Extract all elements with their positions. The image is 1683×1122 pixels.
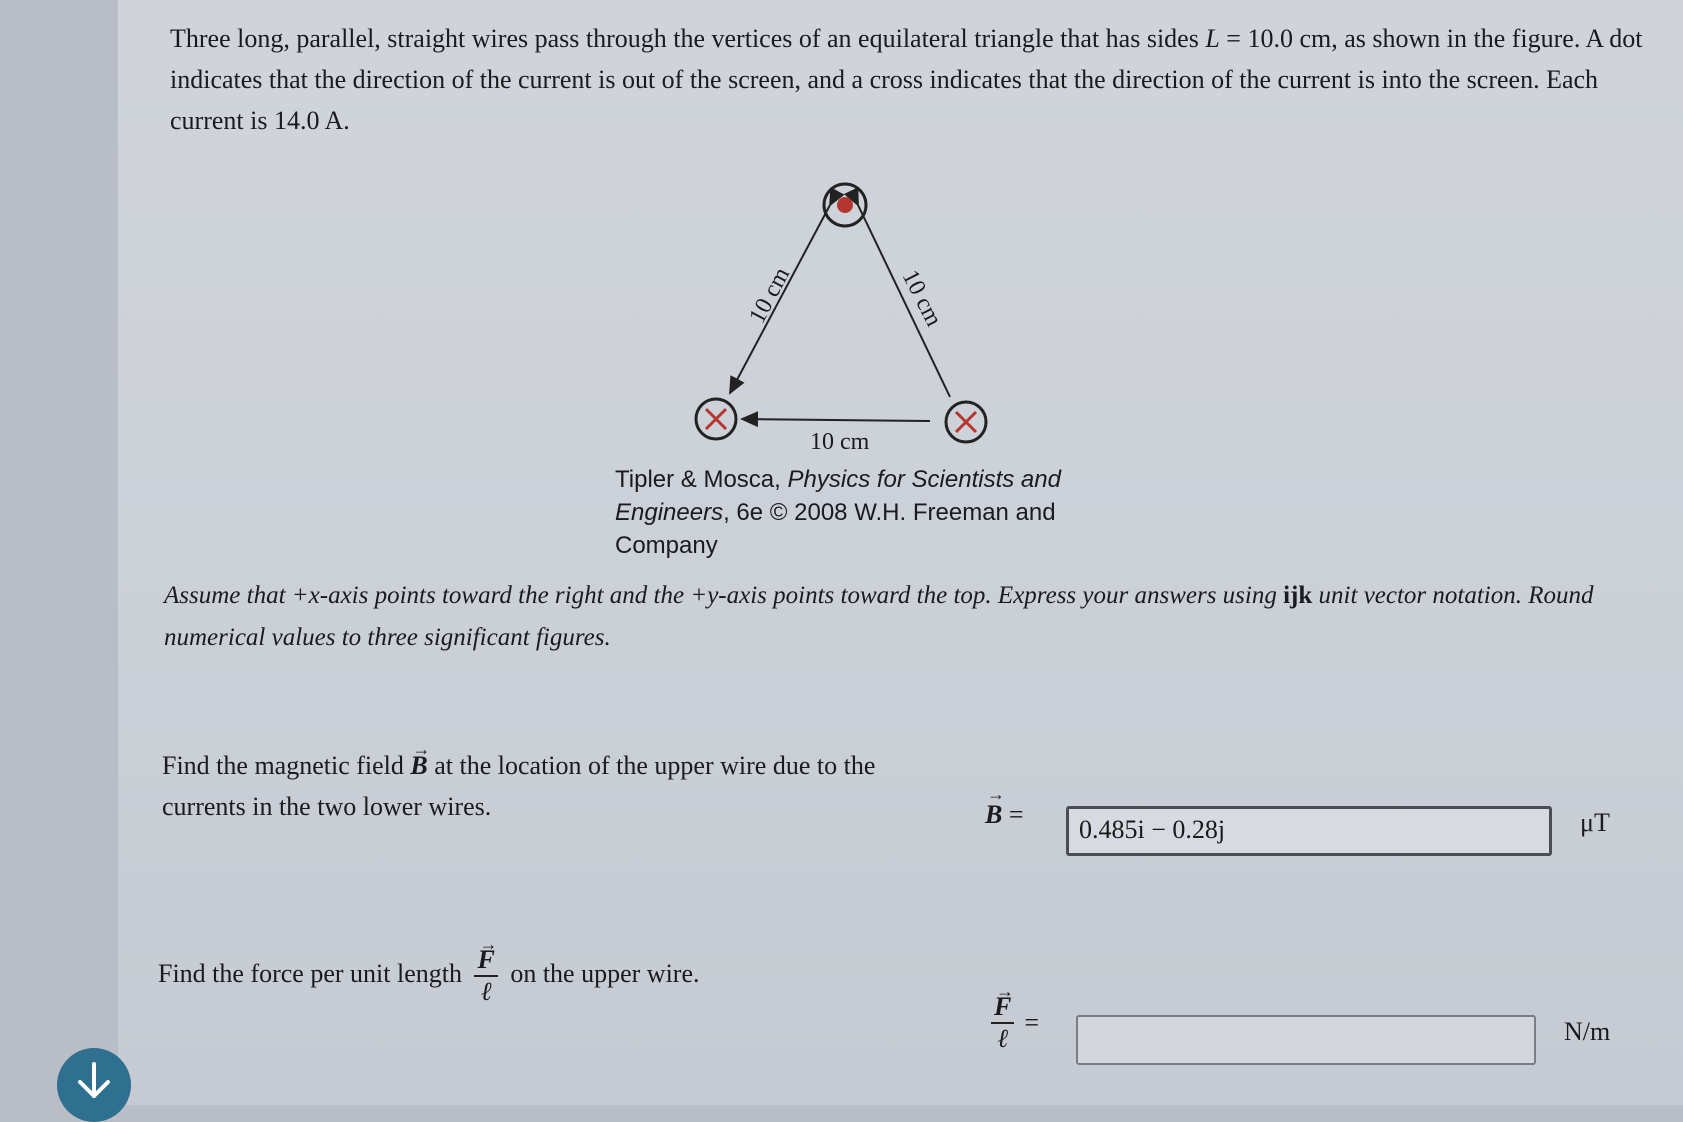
f-over-l-fraction bbox=[474, 945, 497, 1007]
force-answer-input[interactable] bbox=[1076, 1015, 1536, 1065]
q2-label-fraction bbox=[991, 992, 1014, 1054]
q1-text-after: at the location of the upper wire due to the currents in the two lower wires. bbox=[162, 751, 876, 821]
q1-text-before: Find the magnetic field bbox=[162, 751, 411, 780]
q2-text-before: Find the force per unit length bbox=[158, 958, 469, 988]
credit-authors: Tipler & Mosca, bbox=[615, 466, 788, 493]
top-wire-dot-icon bbox=[824, 184, 866, 226]
b-vector-symbol: → B bbox=[410, 745, 427, 786]
instructions-part1: Assume that +x-axis points toward the right and the +y-axis points toward the top. Express your answers using bbox=[164, 582, 1284, 609]
ell-symbol: ℓ bbox=[480, 977, 492, 1006]
bottom-side-arrow bbox=[742, 419, 930, 421]
bottom-left-wire-cross-icon bbox=[696, 399, 736, 439]
figure-credit bbox=[615, 463, 1075, 562]
q2-answer-label bbox=[985, 992, 1039, 1054]
triangle-diagram bbox=[680, 175, 1020, 455]
q1-unit: μT bbox=[1580, 808, 1610, 837]
problem-text-part2: = 10.0 cm, as shown in the figure. A dot indicates that the direction of the current is out of the screen, and a cross indicates that the direction of the current is into the screen. Each current is 14.0 A. bbox=[170, 24, 1643, 135]
length-symbol: L bbox=[1205, 24, 1220, 53]
arrow-down-icon bbox=[72, 1060, 116, 1104]
question1-prompt bbox=[162, 745, 882, 827]
ell-label-symbol: ℓ bbox=[997, 1024, 1009, 1053]
instructions-part2: unit vector notation. Round numerical values to three significant figures. bbox=[164, 582, 1594, 651]
left-side-label: 10 cm bbox=[744, 263, 796, 328]
problem-statement bbox=[170, 18, 1650, 141]
b-label-symbol: → B bbox=[985, 800, 1002, 830]
bottom-side-label: 10 cm bbox=[810, 429, 870, 455]
q1-equals: = bbox=[1008, 800, 1024, 829]
f-vector-symbol: → F bbox=[477, 945, 494, 975]
credit-publisher: , 6e © 2008 W.H. Freeman and Company bbox=[615, 499, 1056, 559]
instructions bbox=[164, 575, 1654, 659]
q2-equals: = bbox=[1024, 1008, 1040, 1037]
q1-answer-label bbox=[985, 800, 1024, 830]
credit-book-title: Physics for Scientists and Engineers bbox=[615, 466, 1061, 526]
instructions-ijk: ijk bbox=[1283, 582, 1313, 609]
b-answer-value: 0.485i − 0.28j bbox=[1079, 815, 1226, 844]
scroll-down-button[interactable] bbox=[57, 1048, 131, 1122]
b-answer-input[interactable] bbox=[1066, 806, 1552, 856]
q2-text-after: on the upper wire. bbox=[503, 958, 700, 988]
right-side-label: 10 cm bbox=[896, 265, 947, 331]
q2-unit: N/m bbox=[1564, 1017, 1611, 1046]
f-label-symbol: → F bbox=[994, 992, 1011, 1022]
bottom-right-wire-cross-icon bbox=[946, 402, 986, 442]
question2-prompt bbox=[158, 945, 858, 1007]
problem-text-part1: Three long, parallel, straight wires pass through the vertices of an equilateral triangle that has sides bbox=[170, 24, 1206, 53]
triangle-figure bbox=[680, 175, 1020, 455]
